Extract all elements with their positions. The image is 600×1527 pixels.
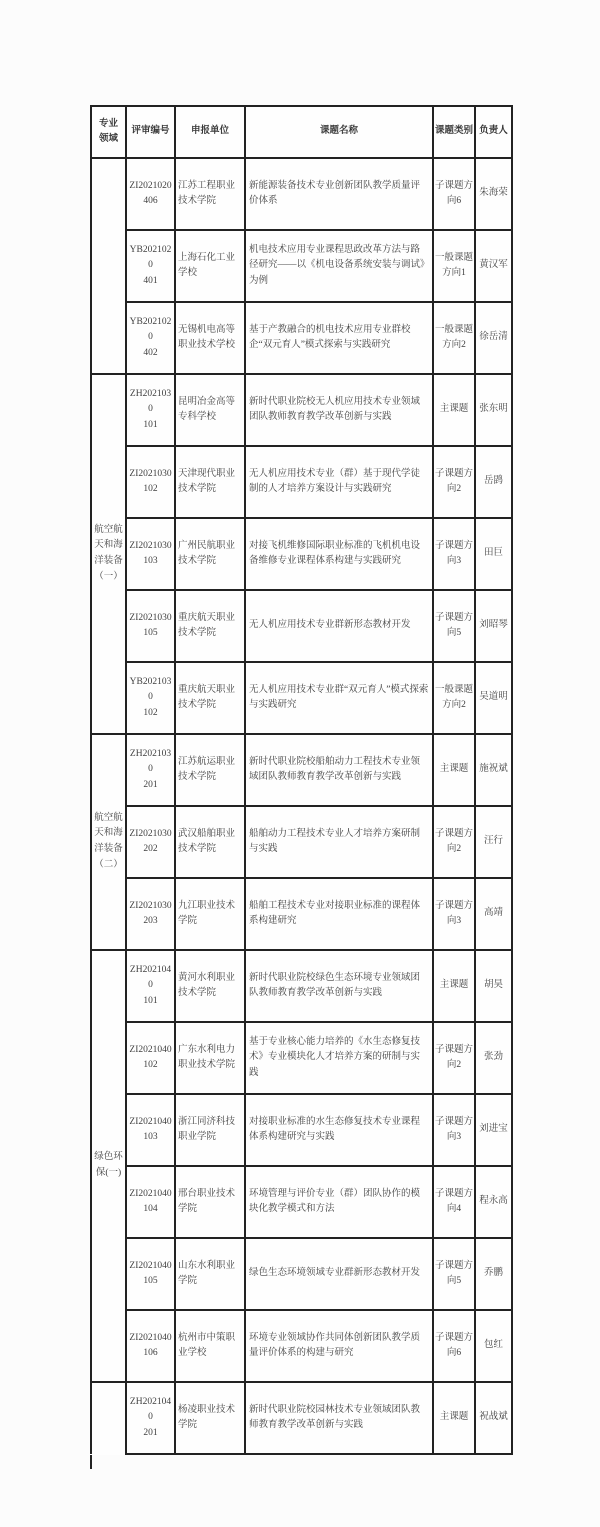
project-title-cell	[245, 878, 433, 950]
category: 主课题	[439, 980, 469, 991]
org-name: 广东水利电力职业技术学院	[178, 1044, 236, 1070]
category: 子课题方向3	[434, 1116, 473, 1142]
review-code-cell	[126, 518, 175, 590]
col-header-org	[175, 106, 245, 158]
project-title: 对接飞机维修国际职业标准的飞机机电设备维修专业课程体系构建与实践研究	[249, 540, 421, 566]
category: 子课题方向3	[434, 900, 473, 926]
leader-name-cell	[475, 950, 512, 1022]
table-row	[91, 806, 512, 878]
table-row	[91, 302, 512, 374]
project-title: 船舶工程技术专业对接职业标准的课程体系构建研究	[249, 900, 421, 926]
project-title-cell	[245, 230, 433, 302]
col-header-leader-label: 负责人	[479, 126, 508, 137]
category-cell	[433, 950, 475, 1022]
leader-name-cell	[475, 302, 512, 374]
review-code: ZI2021030 102	[129, 468, 172, 494]
leader-name-cell	[475, 1166, 512, 1238]
review-code: YB2021020 402	[129, 317, 172, 358]
project-title-cell	[245, 1382, 433, 1454]
table-row	[91, 878, 512, 950]
leader-name: 徐岳清	[479, 332, 508, 343]
category: 子课题方向5	[434, 1260, 473, 1286]
table-row	[91, 590, 512, 662]
category: 子课题方向6	[434, 180, 473, 206]
review-table-wrap	[90, 105, 513, 1455]
table-row	[91, 1166, 512, 1238]
table-row	[91, 662, 512, 734]
leader-name: 高靖	[483, 908, 503, 919]
category: 子课题方向4	[434, 1188, 473, 1214]
org-name: 江苏航运职业技术学院	[178, 756, 236, 782]
project-title-cell	[245, 590, 433, 662]
section-label-cell	[91, 950, 126, 1382]
project-title: 基于专业核心能力培养的《水生态修复技术》专业模块化人才培养方案的研制与实践	[249, 1037, 421, 1078]
page-cut-line	[90, 1455, 92, 1469]
col-header-category	[433, 106, 475, 158]
org-name: 重庆航天职业技术学院	[178, 612, 236, 638]
project-title-cell	[245, 1310, 433, 1382]
table-row	[91, 734, 512, 806]
col-header-code	[126, 106, 175, 158]
table-body	[91, 158, 512, 1454]
project-title: 基于产教融合的机电技术应用专业群校企“双元育人”模式探索与实践研究	[249, 324, 411, 350]
col-header-category-label: 课题类别	[434, 126, 473, 137]
category: 子课题方向3	[434, 540, 473, 566]
col-header-field-label: 专业领域	[98, 119, 118, 144]
org-name-cell	[175, 1238, 245, 1310]
org-name: 重庆航天职业技术学院	[178, 684, 236, 710]
org-name-cell	[175, 1310, 245, 1382]
section-label-cell	[91, 734, 126, 950]
org-name-cell	[175, 446, 245, 518]
review-code-cell	[126, 446, 175, 518]
category: 一般课题方向1	[434, 252, 473, 278]
review-code-cell	[126, 878, 175, 950]
org-name-cell	[175, 590, 245, 662]
org-name: 天津现代职业技术学院	[178, 468, 236, 494]
org-name: 九江职业技术学院	[178, 900, 236, 926]
review-code: ZH2021040 101	[129, 965, 172, 1006]
leader-name-cell	[475, 1094, 512, 1166]
project-title: 无人机应用技术专业群新形态教材开发	[249, 620, 411, 631]
project-title-cell	[245, 1022, 433, 1094]
category-cell	[433, 1238, 475, 1310]
table-row	[91, 230, 512, 302]
category-cell	[433, 734, 475, 806]
leader-name: 田巨	[483, 548, 503, 559]
review-code: ZI2021030 202	[129, 828, 172, 854]
category-cell	[433, 1094, 475, 1166]
review-code-cell	[126, 662, 175, 734]
review-code: ZI2021040 104	[129, 1188, 172, 1214]
project-title: 机电技术应用专业课程思政改革方法与路径研究——以《机电设备系统安装与调试》为例	[249, 245, 425, 286]
project-title-cell	[245, 302, 433, 374]
project-title: 新能源装备技术专业创新团队教学质量评价体系	[249, 180, 421, 206]
table-row	[91, 158, 512, 230]
org-name: 武汉船舶职业技术学院	[178, 828, 236, 854]
review-code: ZI2021040 106	[129, 1332, 172, 1358]
project-title-cell	[245, 518, 433, 590]
org-name: 浙江同济科技职业学院	[178, 1116, 236, 1142]
category-cell	[433, 518, 475, 590]
project-title: 对接职业标准的水生态修复技术专业课程体系构建研究与实践	[249, 1116, 421, 1142]
project-title-cell	[245, 950, 433, 1022]
project-title-cell	[245, 662, 433, 734]
category-cell	[433, 806, 475, 878]
org-name-cell	[175, 878, 245, 950]
review-code-cell	[126, 950, 175, 1022]
leader-name-cell	[475, 1022, 512, 1094]
project-title-cell	[245, 1166, 433, 1238]
section-label-cell	[91, 1382, 126, 1454]
org-name-cell	[175, 950, 245, 1022]
project-title: 新时代职业院校无人机应用技术专业领域团队教师教育教学改革创新与实践	[249, 396, 421, 422]
project-title: 无人机应用技术专业（群）基于现代学徒制的人才培养方案设计与实践研究	[249, 468, 421, 494]
review-code: ZI2021030 103	[129, 540, 172, 566]
category-cell	[433, 446, 475, 518]
review-code-cell	[126, 590, 175, 662]
category-cell	[433, 1382, 475, 1454]
leader-name: 胡昊	[483, 980, 503, 991]
review-code: YB2021030 102	[129, 677, 172, 718]
org-name-cell	[175, 1382, 245, 1454]
section-label: 航空航天和海洋装备（一）	[94, 524, 123, 582]
review-code-cell	[126, 374, 175, 446]
category: 子课题方向2	[434, 828, 473, 854]
col-header-code-label: 评审编号	[131, 126, 170, 137]
project-title-cell	[245, 446, 433, 518]
org-name: 邢台职业技术学院	[178, 1188, 236, 1214]
category-cell	[433, 1022, 475, 1094]
review-code: ZH2021030 101	[129, 389, 172, 430]
leader-name-cell	[475, 590, 512, 662]
org-name-cell	[175, 734, 245, 806]
org-name: 广州民航职业技术学院	[178, 540, 236, 566]
project-title: 环境管理与评价专业（群）团队协作的模块化教学模式和方法	[249, 1188, 421, 1214]
org-name-cell	[175, 230, 245, 302]
review-code-cell	[126, 1310, 175, 1382]
section-label: 绿色环保(一)	[94, 1152, 123, 1178]
org-name: 上海石化工业学校	[178, 252, 236, 278]
leader-name-cell	[475, 1310, 512, 1382]
leader-name: 岳鹍	[483, 476, 503, 487]
review-code-cell	[126, 806, 175, 878]
review-code: ZI2021030 105	[129, 612, 172, 638]
leader-name-cell	[475, 878, 512, 950]
category-cell	[433, 302, 475, 374]
table-row	[91, 374, 512, 446]
review-code: ZI2021040 102	[129, 1044, 172, 1070]
review-code: ZH2021040 201	[129, 1397, 172, 1438]
org-name-cell	[175, 302, 245, 374]
leader-name: 施祝斌	[479, 764, 508, 775]
leader-name-cell	[475, 518, 512, 590]
review-code-cell	[126, 1238, 175, 1310]
leader-name: 包红	[483, 1340, 503, 1351]
leader-name: 汪行	[483, 836, 503, 847]
leader-name: 刘昭琴	[479, 620, 508, 631]
leader-name-cell	[475, 734, 512, 806]
review-code-cell	[126, 1166, 175, 1238]
category: 子课题方向6	[434, 1332, 473, 1358]
table-row	[91, 1238, 512, 1310]
category: 主课题	[439, 1412, 469, 1423]
category-cell	[433, 230, 475, 302]
category: 子课题方向2	[434, 1044, 473, 1070]
header-row	[91, 106, 512, 158]
leader-name-cell	[475, 662, 512, 734]
project-title: 绿色生态环境领域专业群新形态教材开发	[249, 1268, 421, 1279]
project-title: 无人机应用技术专业群“双元育人”模式探索与实践研究	[249, 684, 429, 710]
category-cell	[433, 374, 475, 446]
category: 主课题	[439, 404, 469, 415]
review-code-cell	[126, 1022, 175, 1094]
category-cell	[433, 590, 475, 662]
leader-name-cell	[475, 230, 512, 302]
category-cell	[433, 662, 475, 734]
leader-name: 张东明	[479, 404, 508, 415]
org-name: 无锡机电高等职业技术学校	[178, 324, 236, 350]
leader-name: 朱海荣	[479, 188, 508, 199]
org-name: 杭州市中策职业学校	[178, 1332, 236, 1358]
project-title: 环境专业领域协作共同体创新团队教学质量评价体系的构建与研究	[249, 1332, 421, 1358]
project-title: 新时代职业院校船舶动力工程技术专业领域团队教师教育教学改革创新与实践	[249, 756, 421, 782]
project-title: 新时代职业院校园林技术专业领域团队教师教育教学改革创新与实践	[249, 1404, 421, 1430]
leader-name: 吴道明	[479, 692, 508, 703]
section-label-cell	[91, 374, 126, 734]
category: 主课题	[439, 764, 469, 775]
project-title-cell	[245, 806, 433, 878]
leader-name: 程永高	[479, 1196, 508, 1207]
col-header-title	[245, 106, 433, 158]
org-name-cell	[175, 662, 245, 734]
leader-name: 刘进宝	[479, 1124, 508, 1135]
section-label-cell	[91, 158, 126, 374]
category: 一般课题方向2	[434, 324, 473, 350]
review-code: ZI2021020 406	[129, 180, 172, 206]
category-cell	[433, 878, 475, 950]
category: 子课题方向2	[434, 468, 473, 494]
leader-name-cell	[475, 1238, 512, 1310]
category: 一般课题方向2	[434, 684, 473, 710]
col-header-leader	[475, 106, 512, 158]
review-code: ZI2021040 105	[129, 1260, 172, 1286]
project-title-cell	[245, 1238, 433, 1310]
review-code: ZH2021030 201	[129, 749, 172, 790]
col-header-org-label: 申报单位	[190, 126, 229, 137]
leader-name-cell	[475, 1382, 512, 1454]
project-title-cell	[245, 1094, 433, 1166]
leader-name: 黄汉军	[479, 260, 508, 271]
category: 子课题方向5	[434, 612, 473, 638]
review-code: ZI2021040 103	[129, 1116, 172, 1142]
project-title: 新时代职业院校绿色生态环境专业领域团队教师教育教学改革创新与实践	[249, 972, 421, 998]
org-name: 山东水利职业学院	[178, 1260, 236, 1286]
table-row	[91, 1382, 512, 1454]
org-name-cell	[175, 158, 245, 230]
leader-name: 祝战斌	[479, 1412, 508, 1423]
leader-name-cell	[475, 446, 512, 518]
org-name-cell	[175, 1166, 245, 1238]
category-cell	[433, 158, 475, 230]
project-title-cell	[245, 734, 433, 806]
review-code-cell	[126, 1382, 175, 1454]
org-name-cell	[175, 806, 245, 878]
section-label: 航空航天和海洋装备（二）	[94, 812, 123, 870]
table-row	[91, 518, 512, 590]
leader-name: 张劲	[483, 1052, 503, 1063]
leader-name-cell	[475, 158, 512, 230]
org-name: 昆明冶金高等专科学校	[178, 396, 236, 422]
table-row	[91, 1022, 512, 1094]
review-code: YB2021020 401	[129, 245, 172, 286]
table-row	[91, 1094, 512, 1166]
project-title-cell	[245, 158, 433, 230]
leader-name-cell	[475, 806, 512, 878]
org-name: 江苏工程职业技术学院	[178, 180, 236, 206]
review-code-cell	[126, 734, 175, 806]
project-title: 船舶动力工程技术专业人才培养方案研制与实践	[249, 828, 421, 854]
leader-name: 乔鹏	[483, 1268, 503, 1279]
table-row	[91, 950, 512, 1022]
org-name: 黄河水利职业技术学院	[178, 972, 236, 998]
project-title-cell	[245, 374, 433, 446]
leader-name-cell	[475, 374, 512, 446]
review-code-cell	[126, 1094, 175, 1166]
col-header-title-label: 课题名称	[319, 126, 358, 137]
col-header-field	[91, 106, 126, 158]
review-code: ZI2021030 203	[129, 900, 172, 926]
review-table	[90, 105, 513, 1455]
review-code-cell	[126, 230, 175, 302]
org-name-cell	[175, 1094, 245, 1166]
review-code-cell	[126, 158, 175, 230]
org-name-cell	[175, 518, 245, 590]
org-name-cell	[175, 374, 245, 446]
org-name-cell	[175, 1022, 245, 1094]
category-cell	[433, 1166, 475, 1238]
review-code-cell	[126, 302, 175, 374]
org-name: 杨凌职业技术学院	[178, 1404, 236, 1430]
table-row	[91, 446, 512, 518]
category-cell	[433, 1310, 475, 1382]
table-row	[91, 1310, 512, 1382]
